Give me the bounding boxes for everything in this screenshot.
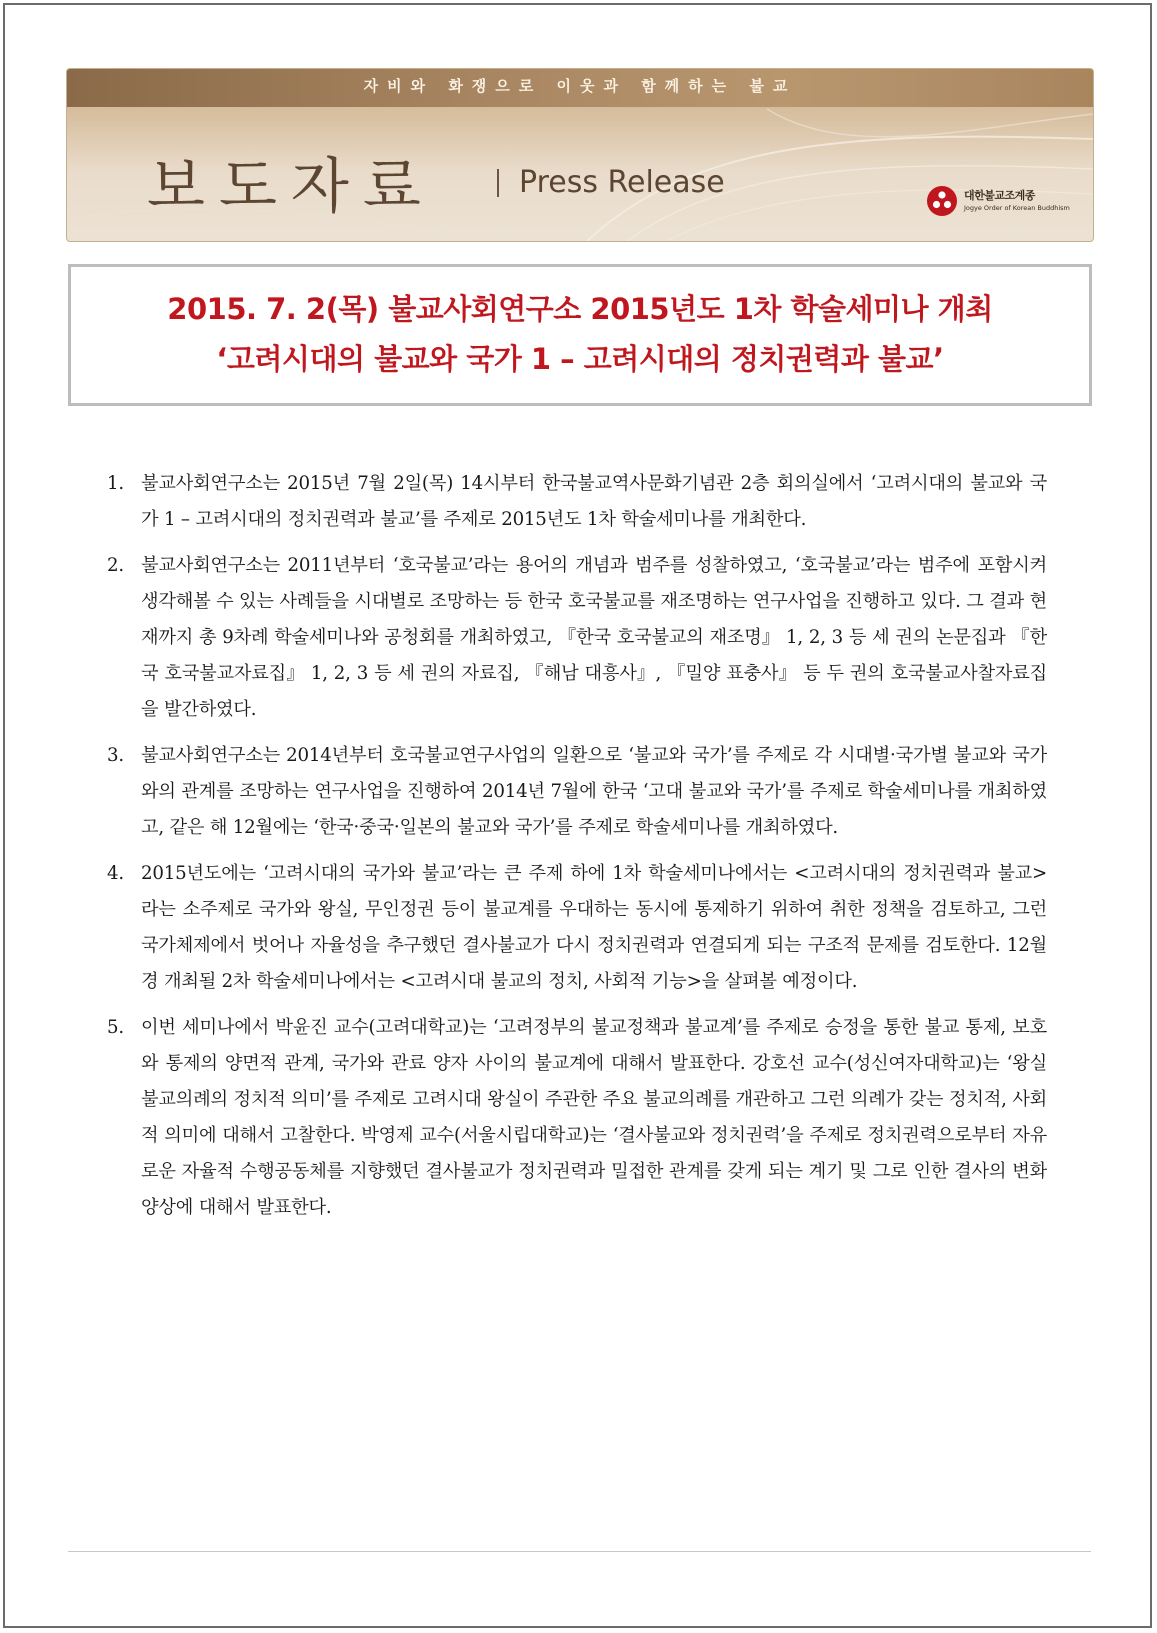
paragraph-3 [107, 738, 1047, 846]
org-name-en: Jogye Order of Korean Buddhism [964, 204, 1070, 212]
paragraph-1 [107, 466, 1047, 538]
paragraph-number: 3. [107, 745, 124, 766]
paragraph-5 [107, 1010, 1047, 1226]
paragraph-text: 불교사회연구소는 2014년부터 호국불교연구사업의 일환으로 ‘불교와 국가’를 주제로 각 시대별·국가별 불교와 국가와의 관계를 조망하는 연구사업을 진행하여 2014년 7월에 한국 ‘고대 불교와 국가’를 주제로 학술세미나를 개최하였고, 같은 해 12월에는 ‘한국·중국·일본의 불교와 국가’를 주제로 학술세미나를 개최하였다. [141, 745, 1047, 838]
footer-rule [68, 1551, 1091, 1552]
banner-divider [497, 169, 499, 197]
sam-taegeuk-icon [926, 185, 958, 217]
paragraph-4 [107, 856, 1047, 1000]
paragraph-number: 5. [107, 1017, 124, 1038]
press-release-banner [66, 68, 1094, 242]
headline-box [68, 264, 1092, 406]
paragraph-text: 이번 세미나에서 박윤진 교수(고려대학교)는 ‘고려정부의 불교정책과 불교계’를 주제로 승정을 통한 불교 통제, 보호와 통제의 양면적 관계, 국가와 관료 양자 사이의 불교계에 대해서 발표한다. 강호선 교수(성신여자대학교)는 ‘왕실 불교의례의 정치적 의미’를 주제로 고려시대 왕실이 주관한 주요 불교의례를 개관하고 그런 의례가 갖는 정치적, 사회적 의미에 대해서 고찰한다. 박영제 교수(서울시립대학교)는 ‘결사불교와 정치권력’을 주제로 정치권력으로부터 자유로운 자율적 수행공동체를 지향했던 결사불교가 정치권력과 밀접한 관계를 갖게 되는 계기 및 그로 인한 결사의 변화양상에 대해서 발표한다. [141, 1017, 1047, 1218]
paragraph-text: 불교사회연구소는 2015년 7월 2일(목) 14시부터 한국불교역사문화기념관 2층 회의실에서 ‘고려시대의 불교와 국가 1 – 고려시대의 정치권력과 불교’를 주제로 2015년도 1차 학술세미나를 개최한다. [141, 473, 1047, 530]
paragraph-number: 4. [107, 863, 124, 884]
banner-subtitle: Press Release [519, 165, 725, 200]
banner-title: 보도자료 [147, 152, 435, 222]
banner-slogan: 자비와 화쟁으로 이웃과 함께하는 불교 [363, 77, 797, 95]
headline-line-1: 2015. 7. 2(목) 불교사회연구소 2015년도 1차 학술세미나 개최 [167, 292, 993, 326]
headline-line-2: ‘고려시대의 불교와 국가 1 – 고려시대의 정치권력과 불교’ [216, 342, 944, 376]
org-name: 대한불교조계종 [964, 189, 1035, 202]
press-body [107, 466, 1047, 1236]
paragraph-number: 1. [107, 473, 124, 494]
paragraph-2 [107, 548, 1047, 728]
paragraph-text: 불교사회연구소는 2011년부터 ‘호국불교’라는 용어의 개념과 범주를 성찰하였고, ‘호국불교’라는 범주에 포함시켜 생각해볼 수 있는 사례들을 시대별로 조망하는 등 한국 호국불교를 재조명하는 연구사업을 진행하고 있다. 그 결과 현재까지 총 9차례 학술세미나와 공청회를 개최하였고, 『한국 호국불교의 재조명』 1, 2, 3 등 세 권의 논문집과 『한국 호국불교자료집』 1, 2, 3 등 세 권의 자료집, 『해남 대흥사』, 『밀양 표충사』 등 두 권의 호국불교사찰자료집을 발간하였다. [141, 555, 1047, 720]
jogye-order-logo [926, 181, 1094, 221]
paragraph-text: 2015년도에는 ‘고려시대의 국가와 불교’라는 큰 주제 하에 1차 학술세미나에서는 <고려시대의 정치권력과 불교>라는 소주제로 국가와 왕실, 무인정권 등이 불교계를 우대하는 동시에 통제하기 위하여 취한 정책을 검토하고, 그런 국가체제에서 벗어나 자율성을 추구했던 결사불교가 다시 정치권력과 연결되게 되는 구조적 문제를 검토한다. 12월 경 개최될 2차 학술세미나에서는 <고려시대 불교의 정치, 사회적 기능>을 살펴볼 예정이다. [141, 863, 1047, 992]
paragraph-number: 2. [107, 555, 124, 576]
